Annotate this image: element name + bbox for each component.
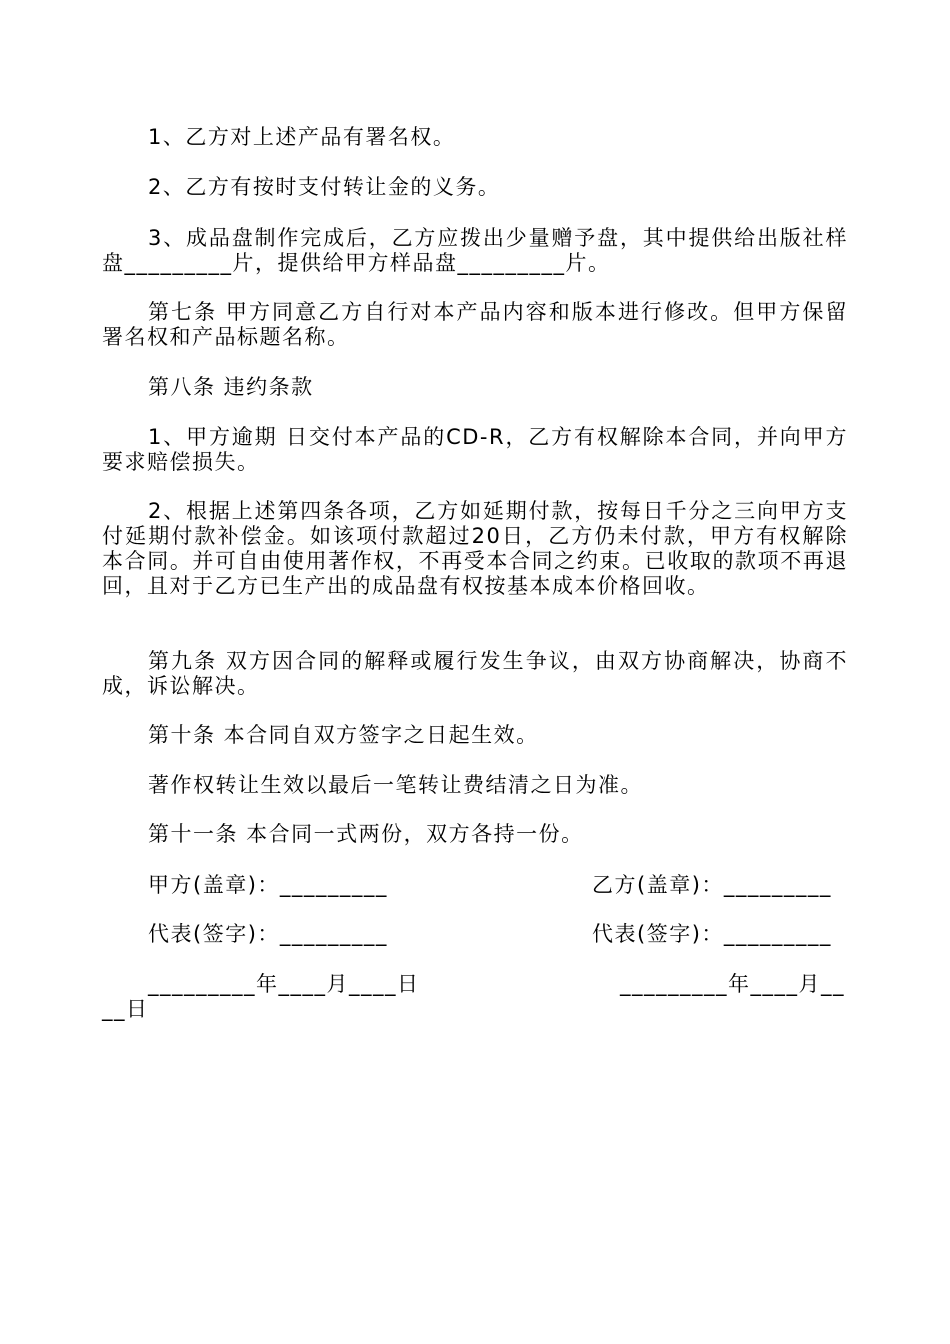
clause-b-payment-duty: 2、乙方有按时支付转让金的义务。: [148, 175, 501, 199]
seal-row: [102, 873, 848, 898]
party-b-date-line-continued: __日: [102, 997, 149, 1021]
party-a-representative-line: 代表(签字)：_________: [148, 922, 388, 946]
party-a-date-line: _________年____月____日: [148, 972, 420, 996]
representative-row: [102, 922, 848, 947]
party-b-seal-line: 乙方(盖章)：_________: [592, 873, 832, 897]
copyright-effective-clause: 著作权转让生效以最后一笔转让费结清之日为准。: [148, 773, 643, 797]
article-10: 第十条 本合同自双方签字之日起生效。: [148, 723, 539, 747]
party-a-seal-line: 甲方(盖章)：_________: [148, 873, 388, 897]
article-8-heading: 第八条 违约条款: [148, 375, 314, 399]
clause-sample-discs: 3、成品盘制作完成后，乙方应拨出少量赠予盘，其中提供给出版社样盘_________片，提供给甲方样品盘_________片。: [102, 226, 848, 275]
date-row: [102, 972, 848, 1022]
breach-clause-2: 2、根据上述第四条各项，乙方如延期付款，按每日千分之三向甲方支付延期付款补偿金。如该项付款超过20日，乙方仍未付款，甲方有权解除本合同。并可自由使用著作权，不再受本合同之约束。已收取的款项不再退回，且对于乙方已生产出的成品盘有权按基本成本价格回收。: [102, 499, 848, 598]
breach-clause-1: 1、甲方逾期 日交付本产品的CD-R，乙方有权解除本合同，并向甲方要求赔偿损失。: [102, 425, 848, 474]
clause-b-rights: 1、乙方对上述产品有署名权。: [148, 125, 456, 149]
article-7: 第七条 甲方同意乙方自行对本产品内容和版本进行修改。但甲方保留署名权和产品标题名称。: [102, 300, 848, 349]
article-11: 第十一条 本合同一式两份，双方各持一份。: [148, 822, 584, 846]
party-b-representative-line: 代表(签字)：_________: [592, 922, 832, 946]
article-9: 第九条 双方因合同的解释或履行发生争议，由双方协商解决，协商不成，诉讼解决。: [102, 649, 848, 698]
party-b-date-line: _________年____月__: [620, 972, 845, 996]
